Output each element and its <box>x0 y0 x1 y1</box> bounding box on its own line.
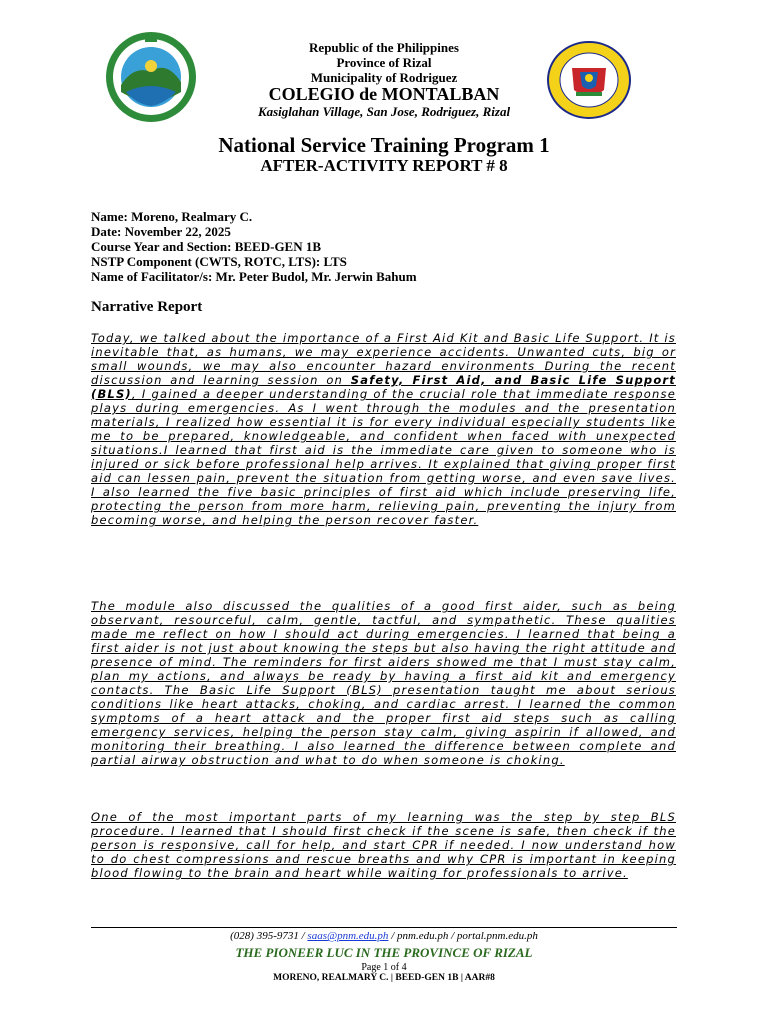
program-title: National Service Training Program 1 <box>218 133 550 157</box>
paragraph-1-bold-topic: Safety, First Aid, and Basic Life Support (BLS) <box>91 373 676 401</box>
report-date: Date: November 22, 2025 <box>91 224 231 239</box>
footer-divider <box>91 927 677 928</box>
course-section: Course Year and Section: BEED-GEN 1B <box>91 239 322 254</box>
narrative-paragraph-2: The module also discussed the qualities of a good first aider, such as being observant, resourceful, calm, gentle, tactful, and sympathetic. These qualities made me reflect on how I should act during emergencies. I learned that being a first aider is not just about knowing the steps but also having the right attitude and presence of mind. The reminders for first aiders showed me that I must stay calm, plan my actions, and always be ready by having a first aid kit and emergency contacts. The Basic Life Support (BLS) presentation taught me about serious conditions like heart attacks, choking, and cardiac arrest. I learned the common symptoms of a heart attack and the proper first aid steps such as calling emergency services, helping the person stay calm, giving aspirin if allowed, and monitoring their breathing. I also learned the difference between complete and partial airway obstruction and what to do when someone is choking. <box>91 599 676 767</box>
rodriguez-seal-logo <box>104 30 198 124</box>
school-address: Kasiglahan Village, San Jose, Rodriguez, Rizal <box>257 104 511 119</box>
narrative-paragraph-3: One of the most important parts of my learning was the step by step BLS procedure. I learned that I should first check if the scene is safe, then check if the person is responsive, call for help, and start CPR if needed. I now understand how to do chest compressions and rescue breaths and why CPR is important in keeping blood flowing to the brain and heart while waiting for professionals to arrive. <box>91 810 676 880</box>
running-footer: MORENO, REALMARY C. | BEED-GEN 1B | AAR#8 <box>273 973 495 983</box>
narrative-heading: Narrative Report <box>91 299 203 315</box>
municipality-line: Municipality of Rodriguez <box>310 70 458 85</box>
nstp-component: NSTP Component (CWTS, ROTC, LTS): LTS <box>91 254 347 269</box>
report-title: AFTER-ACTIVITY REPORT # 8 <box>260 156 508 175</box>
province-line: Province of Rizal <box>336 55 432 70</box>
paragraph-1-text-b: , I gained a deeper understanding of the crucial role that immediate response plays during emergencies. As I went through the modules and the presentation materials, I realized how essential it is for every individual especially students like me to be prepared, knowledgeable, and confident when faced with unexpected situations.I learned that first aid is the immediate care given to someone who is injured or sick before professional help arrives. It explained that giving proper first aid can lessen pain, prevent the situation from getting worse, and even save lives. I also learned the five basic principles of first aid which include preserving life, protecting the person from more harm, relieving pain, preventing the injury from becoming worse, and helping the person recover faster. <box>91 387 676 527</box>
footer-sites: / pnm.edu.ph / portal.pnm.edu.ph <box>388 930 538 942</box>
footer-tagline: THE PIONEER LUC IN THE PROVINCE OF RIZAL <box>235 945 533 960</box>
student-info <box>91 209 417 284</box>
republic-line: Republic of the Philippines <box>309 40 459 55</box>
student-name: Name: Moreno, Realmary C. <box>91 209 253 224</box>
school-name: COLEGIO de MONTALBAN <box>268 84 500 104</box>
paragraph-1-text-a: Today, we talked about the importance of a First Aid Kit and Basic Life Support. It is inevitable that, as humans, we may experience accidents. Unwanted cuts, big or small wounds, we may also encounter hazard environments During the recent discussion and learning session on <box>91 331 676 387</box>
footer-contact <box>0 930 768 942</box>
page-number: Page 1 of 4 <box>361 962 407 973</box>
facilitators: Name of Facilitator/s: Mr. Peter Budol, Mr. Jerwin Bahum <box>91 269 417 284</box>
narrative-paragraph-1 <box>91 331 676 527</box>
footer-phone: (028) 395-9731 / <box>230 930 308 942</box>
footer-email-link[interactable]: saas@pnm.edu.ph <box>307 930 389 942</box>
